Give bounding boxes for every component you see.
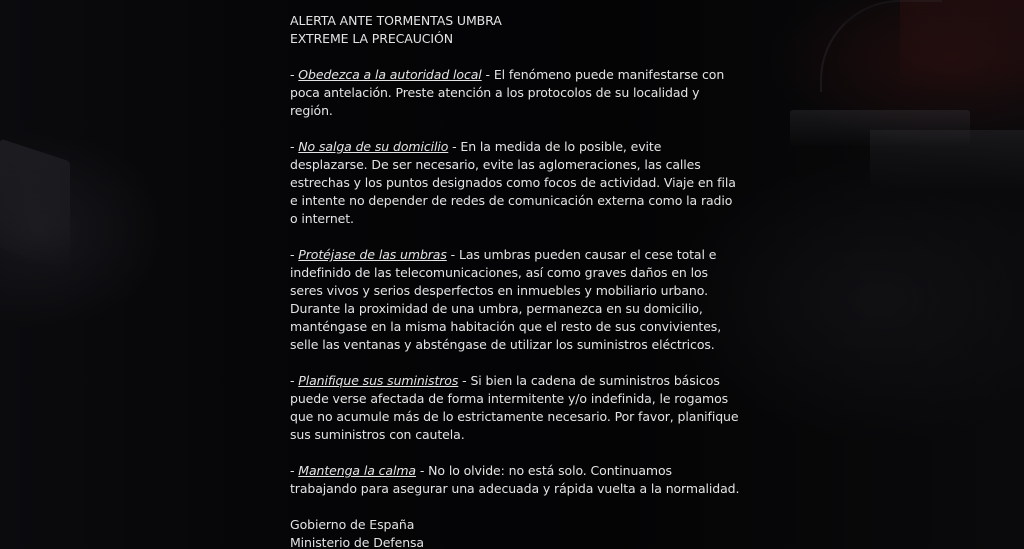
section-plan-supplies	[290, 372, 740, 444]
section-heading: Mantenga la calma	[298, 463, 416, 478]
background-right-block	[870, 130, 1024, 190]
alert-header	[290, 12, 740, 48]
background-left-object	[0, 139, 70, 272]
signature	[290, 516, 740, 549]
section-obey-authority	[290, 66, 740, 120]
section-heading: No salga de su domicilio	[298, 139, 449, 154]
section-dash: -	[290, 247, 299, 262]
background-red-glow	[900, 0, 1024, 100]
section-protect-from-umbras	[290, 246, 740, 354]
section-stay-home	[290, 138, 740, 228]
signature-government: Gobierno de España	[290, 517, 415, 532]
section-dash: -	[290, 463, 299, 478]
section-stay-calm	[290, 462, 740, 498]
section-dash: -	[290, 139, 299, 154]
section-dash: -	[290, 373, 299, 388]
background-right-panel	[790, 110, 970, 146]
alert-document	[290, 12, 740, 549]
section-heading: Protéjase de las umbras	[298, 247, 447, 262]
alert-subtitle: EXTREME LA PRECAUCIÓN	[290, 31, 453, 46]
section-dash: -	[290, 67, 299, 82]
signature-ministry: Ministerio de Defensa	[290, 535, 424, 549]
section-body: - En la medida de lo posible, evite desplazarse. De ser necesario, evite las aglomeraciones, las calles estrechas y los puntos designados como focos de actividad. Viaje en fila e intente no depender de redes de comunicación externa como la radio o internet.	[290, 139, 736, 226]
section-body: - Si bien la cadena de suministros básicos puede verse afectada de forma intermitente y/o indefinida, le rogamos que no acumule más de lo estrictamente necesario. Por favor, planifique sus suministros con cautela.	[290, 373, 739, 442]
section-heading: Obedezca a la autoridad local	[298, 67, 482, 82]
alert-title: ALERTA ANTE TORMENTAS UMBRA	[290, 13, 502, 28]
section-heading: Planifique sus suministros	[298, 373, 459, 388]
background-cable	[820, 0, 942, 92]
section-body: - Las umbras pueden causar el cese total e indefinido de las telecomunicaciones, así como graves daños en los seres vivos y serios desperfectos en inmuebles y mobiliario urbano. Durante la proximidad de una umbra, permanezca en su domicilio, manténgase en la misma habitación que el resto de sus convivientes, selle las ventanas y absténgase de utilizar los suministros eléctricos.	[290, 247, 722, 352]
section-body: - No lo olvide: no está solo. Continuamos trabajando para asegurar una adecuada y rápida vuelta a la normalidad.	[290, 463, 740, 496]
section-body: - El fenómeno puede manifestarse con poca antelación. Preste atención a los protocolos de su localidad y región.	[290, 67, 725, 118]
